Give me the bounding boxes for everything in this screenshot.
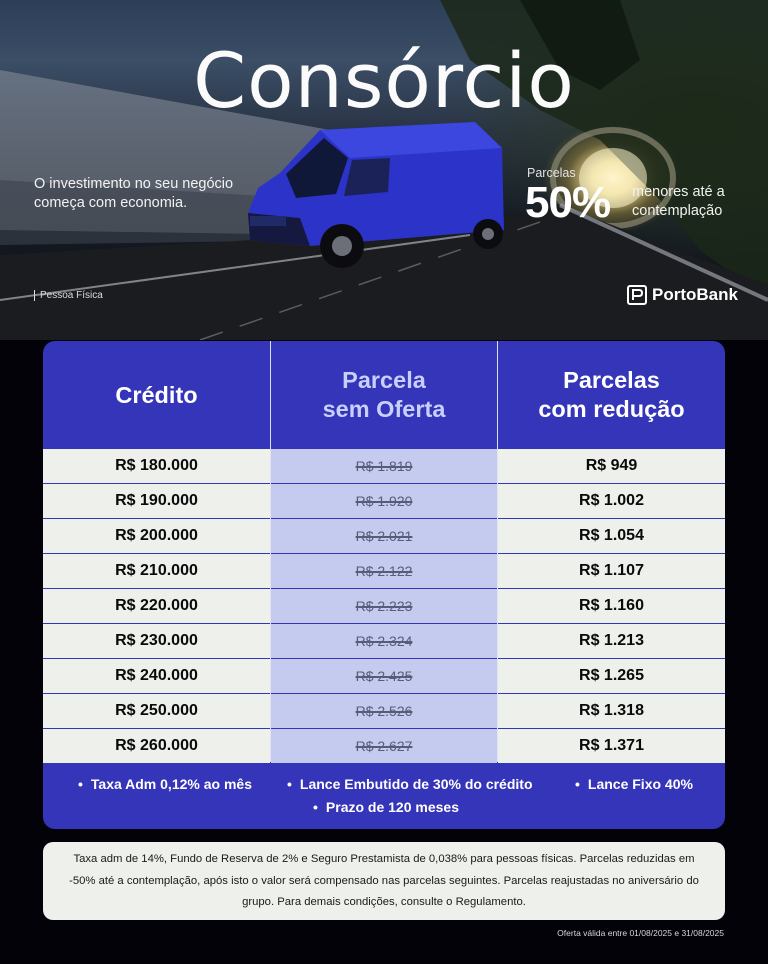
cell-credito: R$ 200.000 [43,519,270,553]
header-parcela-sem-oferta: Parcela sem Oferta [322,367,446,422]
brand-name: PortoBank [652,285,738,304]
cell-parcelas-com-reducao: R$ 949 [498,449,725,483]
audience-label: Pessoa Física [34,290,103,301]
header-parcelas-com-reducao: Parcelas com redução [538,367,685,422]
cell-parcela-sem-oferta [271,554,497,588]
promo-label: Parcelas [527,166,576,180]
strikethrough-value: R$ 1.819 [355,458,413,474]
row-divider [43,588,725,589]
promo-description: menores até a contemplação [632,184,725,219]
legal-disclaimer: Taxa adm de 14%, Fundo de Reserva de 2% e Seguro Prestamista de 0,038% para pessoas físicas. Parcelas reduzidas em -50% até a contemplação, após isto o valor será compensado nas parcelas seguintes. Parcelas reajustadas no aniversário do grupo. Para demais condições, consulte o Regulamento. [43,842,725,920]
cell-credito: R$ 180.000 [43,449,270,483]
cargo-van-image [240,118,520,278]
cell-credito: R$ 210.000 [43,554,270,588]
row-divider [43,658,725,659]
table-header [43,341,725,449]
cell-parcela-sem-oferta [271,449,497,483]
cell-parcelas-com-reducao: R$ 1.265 [498,659,725,693]
strikethrough-value: R$ 2.021 [355,528,413,544]
cell-credito: R$ 230.000 [43,624,270,658]
row-divider [43,553,725,554]
pricing-table [43,341,725,829]
cell-credito: R$ 240.000 [43,659,270,693]
tagline: O investimento no seu negócio começa com economia. [34,176,234,211]
row-divider [43,693,725,694]
table-row [43,729,725,763]
cell-credito: R$ 190.000 [43,484,270,518]
column-divider [270,341,271,762]
strikethrough-value: R$ 2.223 [355,598,413,614]
cell-parcela-sem-oferta [271,694,497,728]
row-divider [43,728,725,729]
offer-validity: Oferta válida entre 01/08/2025 e 31/08/2025 [557,928,724,938]
strikethrough-value: R$ 2.526 [355,703,413,719]
strikethrough-value: R$ 2.627 [355,738,413,754]
feature-taxa-adm: • Taxa Adm 0,12% ao mês [78,776,252,792]
feature-lance-fixo: • Lance Fixo 40% [575,776,693,792]
cell-parcela-sem-oferta [271,729,497,763]
table-row [43,624,725,658]
feature-lance-embutido: • Lance Embutido de 30% do crédito [287,776,533,792]
table-row [43,554,725,588]
header-credito: Crédito [115,381,198,408]
cell-parcelas-com-reducao: R$ 1.107 [498,554,725,588]
portobank-logo-icon [627,285,647,305]
cell-parcelas-com-reducao: R$ 1.002 [498,484,725,518]
cell-credito: R$ 220.000 [43,589,270,623]
strikethrough-value: R$ 2.425 [355,668,413,684]
cell-parcelas-com-reducao: R$ 1.318 [498,694,725,728]
strikethrough-value: R$ 2.324 [355,633,413,649]
cell-parcela-sem-oferta [271,659,497,693]
row-divider [43,623,725,624]
cell-credito: R$ 250.000 [43,694,270,728]
table-row [43,519,725,553]
cell-parcela-sem-oferta [271,589,497,623]
cell-parcelas-com-reducao: R$ 1.371 [498,729,725,763]
cell-parcela-sem-oferta [271,484,497,518]
table-row [43,484,725,518]
hero-banner [0,0,768,340]
table-row [43,589,725,623]
strikethrough-value: R$ 1.920 [355,493,413,509]
cell-credito: R$ 260.000 [43,729,270,763]
column-divider [497,341,498,762]
table-row [43,659,725,693]
cell-parcelas-com-reducao: R$ 1.160 [498,589,725,623]
cell-parcela-sem-oferta [271,519,497,553]
brand-logo [627,285,738,305]
cell-parcelas-com-reducao: R$ 1.054 [498,519,725,553]
table-row [43,694,725,728]
promo-percent: 50% [525,178,611,227]
row-divider [43,518,725,519]
feature-prazo: • Prazo de 120 meses [313,799,459,815]
page-title: Consórcio [193,36,575,125]
row-divider [43,483,725,484]
features-footer [43,763,725,829]
cell-parcela-sem-oferta [271,624,497,658]
strikethrough-value: R$ 2.122 [355,563,413,579]
table-row [43,449,725,483]
cell-parcelas-com-reducao: R$ 1.213 [498,624,725,658]
